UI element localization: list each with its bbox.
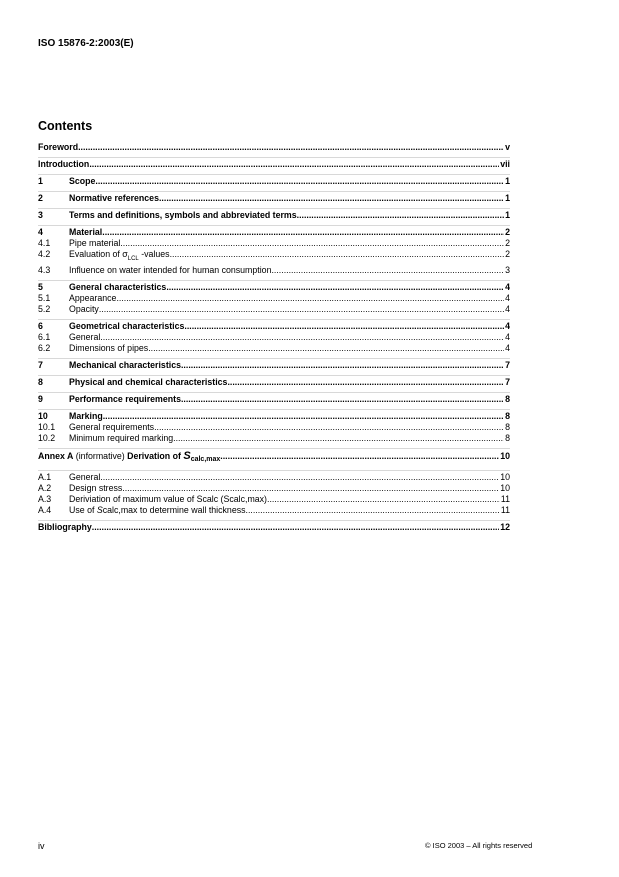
toc-entry-5-1[interactable]: 5.1 Appearance ..... 4 bbox=[38, 293, 510, 304]
page-number: iv bbox=[38, 841, 45, 851]
toc-entry-6-2[interactable]: 6.2 Dimensions of pipes ..... 4 bbox=[38, 343, 510, 354]
toc-entry-a-4[interactable]: A.4 Use of Scalc,max to determine wall thickness ..... 11 bbox=[38, 505, 510, 516]
toc-entry-6-1[interactable]: 6.1 General ..... 4 bbox=[38, 332, 510, 343]
table-of-contents bbox=[38, 141, 510, 533]
toc-entry-5[interactable]: 5 General characteristics ..... 4 bbox=[38, 280, 510, 293]
toc-entry-a-2[interactable]: A.2 Design stress ..... 10 bbox=[38, 483, 510, 494]
toc-entry-bibliography[interactable]: Bibliography ..... 12 bbox=[38, 520, 510, 533]
toc-entry-4-2[interactable]: 4.2 Evaluation of $\sigma_{LCL}$ -values ..... 2 bbox=[38, 249, 510, 265]
toc-entry-4[interactable]: 4 Material ..... 2 bbox=[38, 225, 510, 238]
toc-entry-a-3[interactable]: A.3 Deriviation of maximum value of Scalc (Scalc,max) ..... 11 bbox=[38, 494, 510, 505]
toc-entry-6[interactable]: 6 Geometrical characteristics ..... 4 bbox=[38, 319, 510, 332]
toc-entry-introduction[interactable]: Introduction ..... vii bbox=[38, 157, 510, 170]
toc-entry-annex-a[interactable]: Annex A (informative) Derivation of $S_{calc,max}$ ..... 10 bbox=[38, 448, 510, 466]
toc-entry-9[interactable]: 9 Performance requirements ..... 8 bbox=[38, 392, 510, 405]
toc-entry-foreword[interactable]: Foreword ..... v bbox=[38, 141, 510, 153]
toc-entry-10-1[interactable]: 10.1 General requirements ..... 8 bbox=[38, 422, 510, 433]
toc-entry-3[interactable]: 3 Terms and definitions, symbols and abbreviated terms ..... 1 bbox=[38, 208, 510, 221]
toc-entry-5-2[interactable]: 5.2 Opacity ..... 4 bbox=[38, 304, 510, 315]
toc-entry-2[interactable]: 2 Normative references ..... 1 bbox=[38, 191, 510, 204]
toc-entry-10[interactable]: 10 Marking ..... 8 bbox=[38, 409, 510, 422]
copyright-notice: © ISO 2003 – All rights reserved bbox=[425, 841, 533, 850]
toc-entry-1[interactable]: 1 Scope ..... 1 bbox=[38, 174, 510, 187]
document-id: ISO 15876-2:2003(E) bbox=[38, 38, 134, 49]
toc-entry-10-2[interactable]: 10.2 Minimum required marking ..... 8 bbox=[38, 433, 510, 444]
toc-entry-a-1[interactable]: A.1 General ..... 10 bbox=[38, 470, 510, 483]
toc-entry-4-1[interactable]: 4.1 Pipe material ..... 2 bbox=[38, 238, 510, 249]
toc-entry-4-3[interactable]: 4.3 Influence on water intended for human consumption ..... 3 bbox=[38, 265, 510, 276]
toc-entry-8[interactable]: 8 Physical and chemical characteristics ..... 7 bbox=[38, 375, 510, 388]
contents-title: Contents bbox=[38, 119, 93, 133]
toc-entry-7[interactable]: 7 Mechanical characteristics ..... 7 bbox=[38, 358, 510, 371]
